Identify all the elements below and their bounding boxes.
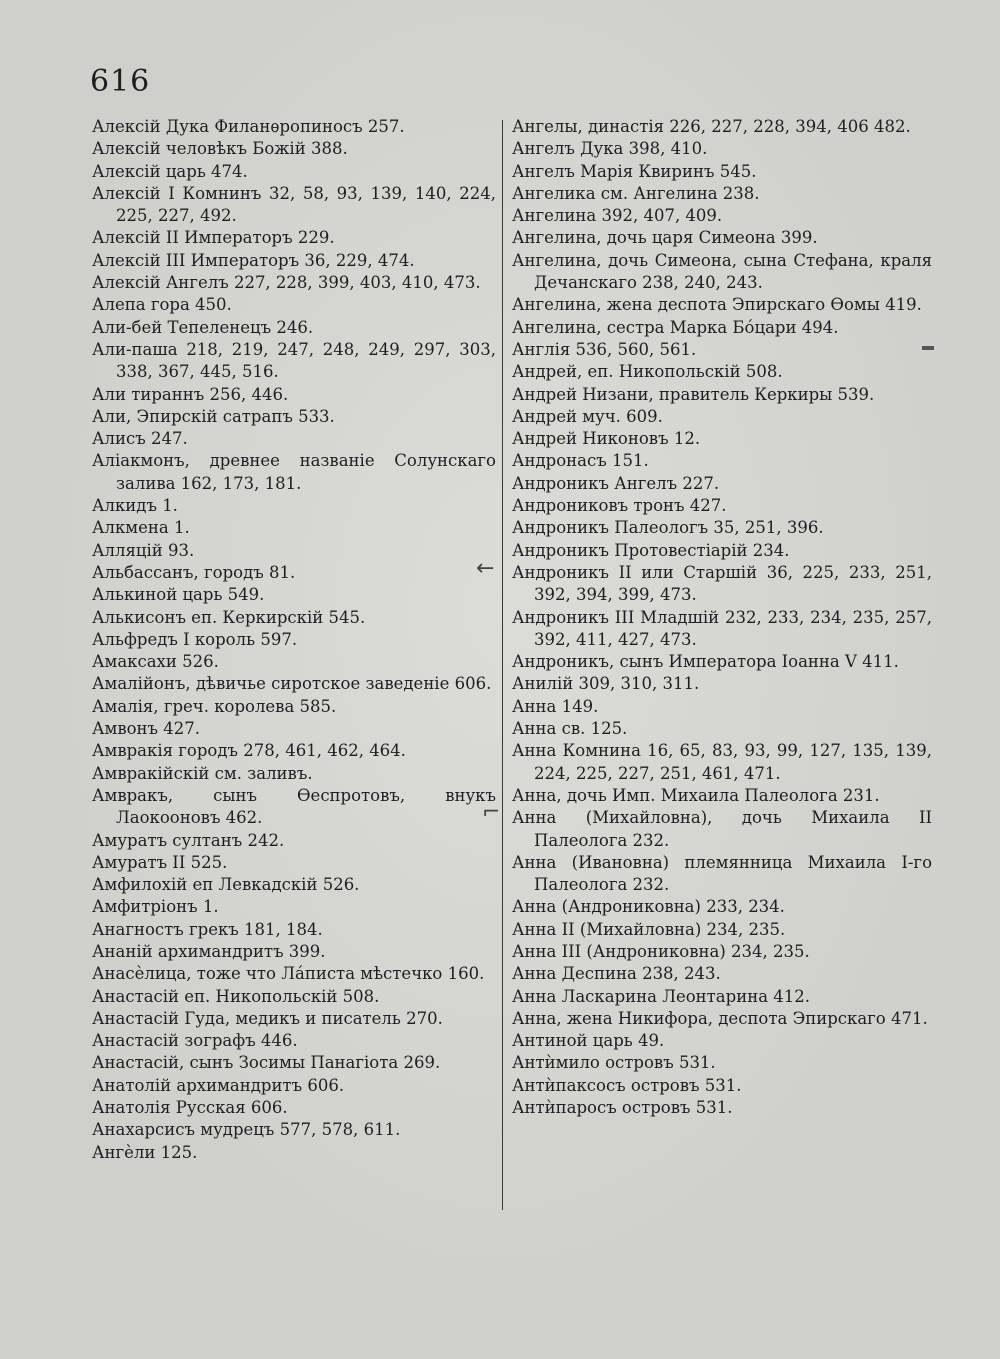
index-entry: Ангелина, жена деспота Эпирскаго Ѳомы 419. [512,295,922,315]
index-entry: Альфредъ I король 597. [92,629,298,649]
index-entry: Анна Ласкарина Леонтарина 412. [512,986,811,1006]
index-entry: Алексій Ангелъ 227, 228, 399, 403, 410, 473. [92,273,481,293]
index-entry: Ангелика см. Ангелина 238. [512,183,760,203]
index-entry: Амаксахи 526. [92,652,219,672]
index-entry: Андрей муч. 609. [512,406,663,426]
index-entry: Андрей Низани, правитель Керкиры 539. [512,384,875,404]
index-entry: Анастасій Гуда, медикъ и писатель 270. [92,1008,443,1028]
index-entry: Андрониковъ тронъ 427. [512,496,727,516]
index-entry: Антѝпаксосъ островъ 531. [512,1075,742,1095]
index-entry: Амалія, греч. королева 585. [92,696,337,716]
index-entry: Анастасій зографъ 446. [92,1031,298,1051]
index-entry: Ангелъ Дука 398, 410. [512,139,708,159]
index-entry: Анатолія Русская 606. [92,1098,288,1118]
index-entry: Анагностъ грекъ 181, 184. [92,919,323,939]
column-divider [502,120,503,1210]
index-entry: Алькиной царь 549. [92,585,265,605]
index-entry: Амвракійскій см. заливъ. [92,763,313,783]
index-entry: Антиной царь 49. [512,1031,665,1051]
index-entry: Ангелъ Марія Квиринъ 545. [512,161,757,181]
index-entry: Андроникъ, сынъ Императора Іоанна V 411. [512,652,899,672]
index-entry: Альбассанъ, городъ 81. [92,562,296,582]
index-entry: Анастасій, сынъ Зосимы Панагіота 269. [92,1053,441,1073]
index-entry: Англія 536, 560, 561. [512,339,697,359]
index-entry: Андроникъ Протовестіарій 234. [512,540,790,560]
index-entry: Антѝмило островъ 531. [512,1053,716,1073]
index-entry: Ангелина 392, 407, 409. [512,206,723,226]
index-entry: Алляцій 93. [92,540,195,560]
index-entry: Ангелы, династія 226, 227, 228, 394, 406 482. [512,117,911,136]
index-entry: Анастасій еп. Никопольскій 508. [92,986,380,1006]
index-entry: Алексій Дука Филанѳропиносъ 257. [92,117,405,136]
index-entry: Амвонъ 427. [92,719,201,739]
index-column-left [92,116,496,1164]
index-entry: Алексій человѣкъ Божій 388. [92,139,348,159]
index-column-right [512,116,932,1119]
index-entry: Амуратъ II 525. [92,852,228,872]
index-entry: Анна (Ивановна) племянница Михаила I-го Палеолога 232. [512,852,932,895]
index-entry: Ангелина, дочь царя Симеона 399. [512,228,818,248]
index-entry: Алексій царь 474. [92,161,248,181]
index-entry: Андроникъ III Младшій 232, 233, 234, 235, 257, 392, 411, 427, 473. [512,607,932,649]
index-entry: Анна (Андрониковна) 233, 234. [512,897,785,917]
pencil-arrow-mark: ⌐ [482,800,501,825]
index-entry: Амвракія городъ 278, 461, 462, 464. [92,741,406,761]
index-entry: Андроникъ Ангелъ 227. [512,473,720,493]
index-entry: Анна 149. [512,696,599,716]
index-entry: Алексій I Комнинъ 32, 58, 93, 139, 140, 224, 225, 227, 492. [92,183,496,226]
index-entry: Анна Комнина 16, 65, 83, 93, 99, 127, 135, 139, 224, 225, 227, 251, 461, 471. [512,741,932,783]
index-entry: Алькисонъ еп. Керкирскій 545. [92,607,366,627]
index-entry: Анна, дочь Имп. Михаила Палеолога 231. [512,785,880,805]
index-entry: Андрей Никоновъ 12. [512,429,701,449]
index-entry: Амалійонъ, дѣвичье сиротское заведеніе 606. [92,674,492,694]
index-entry: Анна II (Михайловна) 234, 235. [512,919,786,939]
pencil-arrow-mark: ← [476,556,495,581]
index-entry: Ангелина, сестра Марка Бóцари 494. [512,317,839,337]
index-entry: Амфитріонъ 1. [92,897,219,917]
index-entry: Алексій III Императоръ 36, 229, 474. [92,250,415,270]
index-entry: Алепа гора 450. [92,295,232,315]
index-entry: Амвракъ, сынъ Ѳеспротовъ, внукъ Лаокооновъ 462. [92,785,496,828]
index-entry: Андроникъ II или Старшій 36, 225, 233, 251, 392, 394, 399, 473. [512,562,932,605]
index-entry: Андрей, еп. Никопольскій 508. [512,362,783,382]
index-entry: Анна Деспина 238, 243. [512,964,721,984]
index-entry: Али-паша 218, 219, 247, 248, 249, 297, 303, 338, 367, 445, 516. [92,339,496,382]
index-entry: Андронасъ 151. [512,451,649,471]
index-entry: Алкмена 1. [92,518,190,538]
index-entry: Анна св. 125. [512,719,628,739]
page-number: 616 [90,64,151,99]
index-entry: Анна (Михайловна), дочь Михаила II Палеолога 232. [512,808,932,850]
index-entry: Анна III (Андрониковна) 234, 235. [512,941,810,961]
index-entry: Анна, жена Никифора, деспота Эпирскаго 471. [512,1008,928,1028]
index-entry: Анилій 309, 310, 311. [512,674,700,694]
ink-smudge [922,346,934,350]
index-entry: Анасѐлица, тоже что Лáписта мѣстечко 160. [92,964,485,984]
index-entry: Аліакмонъ, древнее названіе Солунскаго залива 162, 173, 181. [92,451,496,493]
index-entry: Алисъ 247. [92,429,188,449]
index-entry: Амуратъ султанъ 242. [92,830,285,850]
index-entry: Али тираннъ 256, 446. [92,384,289,404]
index-entry: Алексій II Императоръ 229. [92,228,335,248]
index-entry: Ананій архимандритъ 399. [92,941,326,961]
index-entry: Амфилохій еп Левкадскій 526. [92,875,360,895]
index-entry: Андроникъ Палеологъ 35, 251, 396. [512,518,824,538]
index-entry: Антѝпаросъ островъ 531. [512,1098,733,1118]
index-entry: Анахарсисъ мудрецъ 577, 578, 611. [92,1120,401,1140]
index-entry: Алкидъ 1. [92,496,178,516]
index-entry: Али, Эпирскій сатрапъ 533. [92,406,335,426]
index-entry: Ангелина, дочь Симеона, сына Стефана, краля Дечанскаго 238, 240, 243. [512,250,932,293]
index-entry: Али-бей Тепеленецъ 246. [92,317,314,337]
index-entry: Анатолій архимандритъ 606. [92,1075,345,1095]
index-entry: Ангѐли 125. [92,1142,198,1162]
